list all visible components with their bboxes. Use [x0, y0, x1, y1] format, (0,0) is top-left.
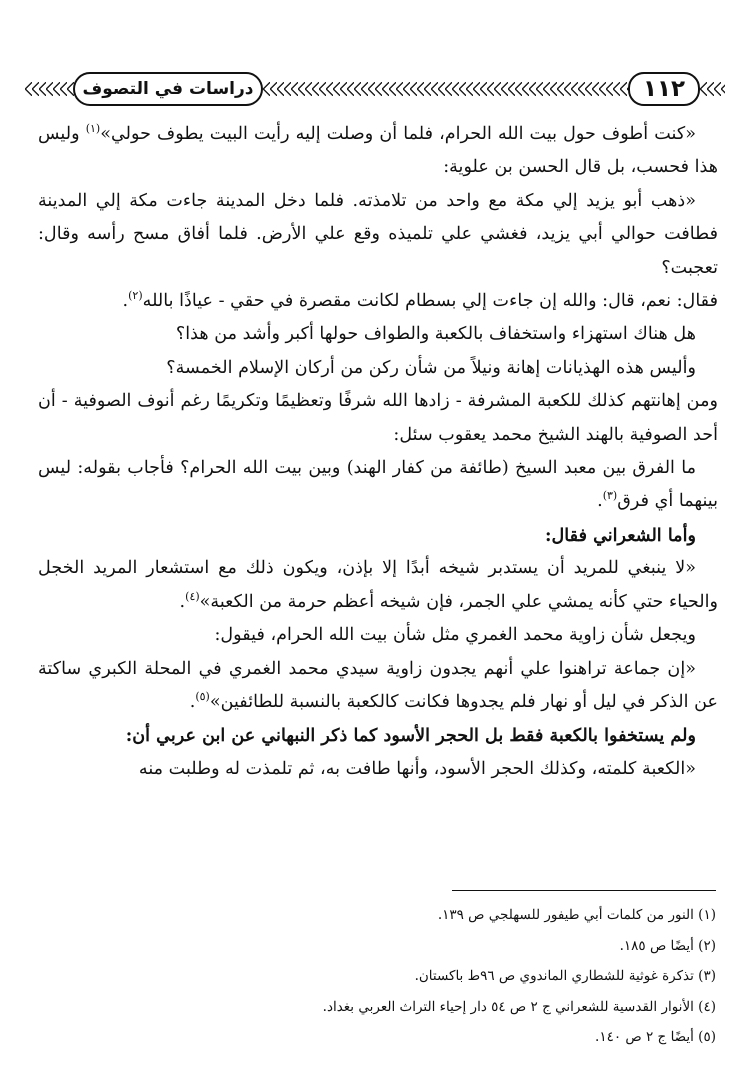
header-ornament-right: [700, 82, 725, 96]
footnote-item: (٢) أيضًا ص ١٨٥.: [619, 937, 716, 954]
header-ornament-middle: [263, 82, 628, 96]
paragraph-tail: وليس هذا فحسب، بل قال الحسن بن علوية:: [38, 124, 718, 178]
body-paragraph: [38, 352, 718, 385]
paragraph-text: «الكعبة كلمته، وكذلك الحجر الأسود، وأنها طافت به، ثم تلمذت له وطلبت منه: [138, 758, 696, 779]
paragraph-text: ما الفرق بين معبد السيخ (طائفة من كفار الهند) وبين بيت الله الحرام؟ فأجاب بقوله: ليس بينهما أي فرق: [38, 458, 718, 512]
body-paragraph: [38, 753, 718, 786]
footnote-item: (٤) الأنوار القدسية للشعراني ج ٢ ص ٥٤ دار إحياء التراث العربي بغداد.: [322, 998, 716, 1015]
body-paragraph: [38, 452, 718, 519]
body-paragraph: [38, 619, 718, 652]
footnote-separator: [452, 890, 716, 891]
paragraph-text: فقال: نعم، قال: والله إن جاءت إلي بسطام لكانت مقصرة في حقي - عياذًا بالله: [142, 291, 718, 312]
body-text: [38, 118, 718, 786]
paragraph-text: «لا ينبغي للمريد أن يستدبر شيخه أبدًا إلا بإذن، ويكون ذلك مع استشعار المريد الخجل والحياء حتي كأنه يمشي علي الجمر، فإن شيخه أعظم حرمة من الكعبة»: [38, 558, 718, 612]
paragraph-tail: .: [189, 691, 196, 712]
paragraph-tail: .: [122, 291, 129, 312]
body-paragraph: [38, 719, 718, 752]
header-title: دراسات في التصوف: [73, 72, 263, 106]
paragraph-text: ومن إهانتهم كذلك للكعبة المشرفة - زادها الله شرفًا وتعظيمًا وتكريمًا رغم أنوف الصوفية - أن أحد الصوفية بالهند الشيخ محمد يعقوب سئل:: [38, 391, 718, 445]
body-paragraph: [38, 519, 718, 552]
paragraph-tail: .: [179, 591, 186, 612]
footnote-marker: (١): [85, 122, 101, 136]
footnote-marker: (٤): [185, 589, 200, 603]
body-paragraph: [38, 285, 718, 318]
footnote-item: (٣) تذكرة غوثية للشطاري الماندوي ص ٩٦ط باكستان.: [414, 968, 716, 985]
body-paragraph: [38, 318, 718, 351]
body-paragraph: [38, 185, 718, 285]
body-paragraph: [38, 552, 718, 619]
footnote-item: (٥) أيضًا ج ٢ ص ١٤٠.: [595, 1029, 716, 1046]
footnote-marker: (٣): [602, 489, 618, 503]
paragraph-text: ولم يستخفوا بالكعبة فقط بل الحجر الأسود كما ذكر النبهاني عن ابن عربي أن:: [125, 725, 696, 747]
header-ornament-left: [25, 82, 75, 96]
body-paragraph: [38, 385, 718, 452]
paragraph-text: «ذهب أبو يزيد إلي مكة مع واحد من تلامذته. فلما دخل المدينة جاءت مكة إلي المدينة فطافت حوالي أبي يزيد، فغشي علي تلميذه وقع علي الأرض. فلما أفاق مسح رأسه وقال: تعجبت؟: [38, 190, 718, 278]
paragraph-text: «إن جماعة تراهنوا علي أنهم يجدون زاوية سيدي محمد الغمري في المحلة الكبري ساكتة عن الذكر في ليل أو نهار فلم يجدوها فكانت كالكعبة بالنسبة للطائفين»: [38, 658, 718, 712]
paragraph-text: وأما الشعراني فقال:: [545, 524, 696, 546]
body-paragraph: [38, 118, 718, 185]
paragraph-text: وأليس هذه الهذيانات إهانة ونيلاً من شأن ركن من أركان الإسلام الخمسة؟: [166, 357, 696, 378]
footnote-item: (١) النور من كلمات أبي طيفور للسهلجي ص ١٣٩.: [437, 907, 716, 923]
paragraph-text: ويجعل شأن زاوية محمد الغمري مثل شأن بيت الله الحرام، فيقول:: [214, 625, 696, 646]
footnote-marker: (٥): [195, 690, 210, 704]
paragraph-text: «كنت أطوف حول بيت الله الحرام، فلما أن وصلت إليه رأيت البيت يطوف حولي»: [100, 124, 696, 144]
paragraph-tail: .: [597, 491, 603, 512]
footnotes: [160, 900, 716, 1053]
footnote-marker: (٢): [128, 289, 143, 303]
paragraph-text: هل هناك استهزاء واستخفاف بالكعبة والطواف حولها أكبر وأشد من هذا؟: [175, 324, 696, 345]
page-number: ١١٢: [628, 72, 700, 106]
running-header: [25, 72, 725, 110]
body-paragraph: [38, 653, 718, 720]
